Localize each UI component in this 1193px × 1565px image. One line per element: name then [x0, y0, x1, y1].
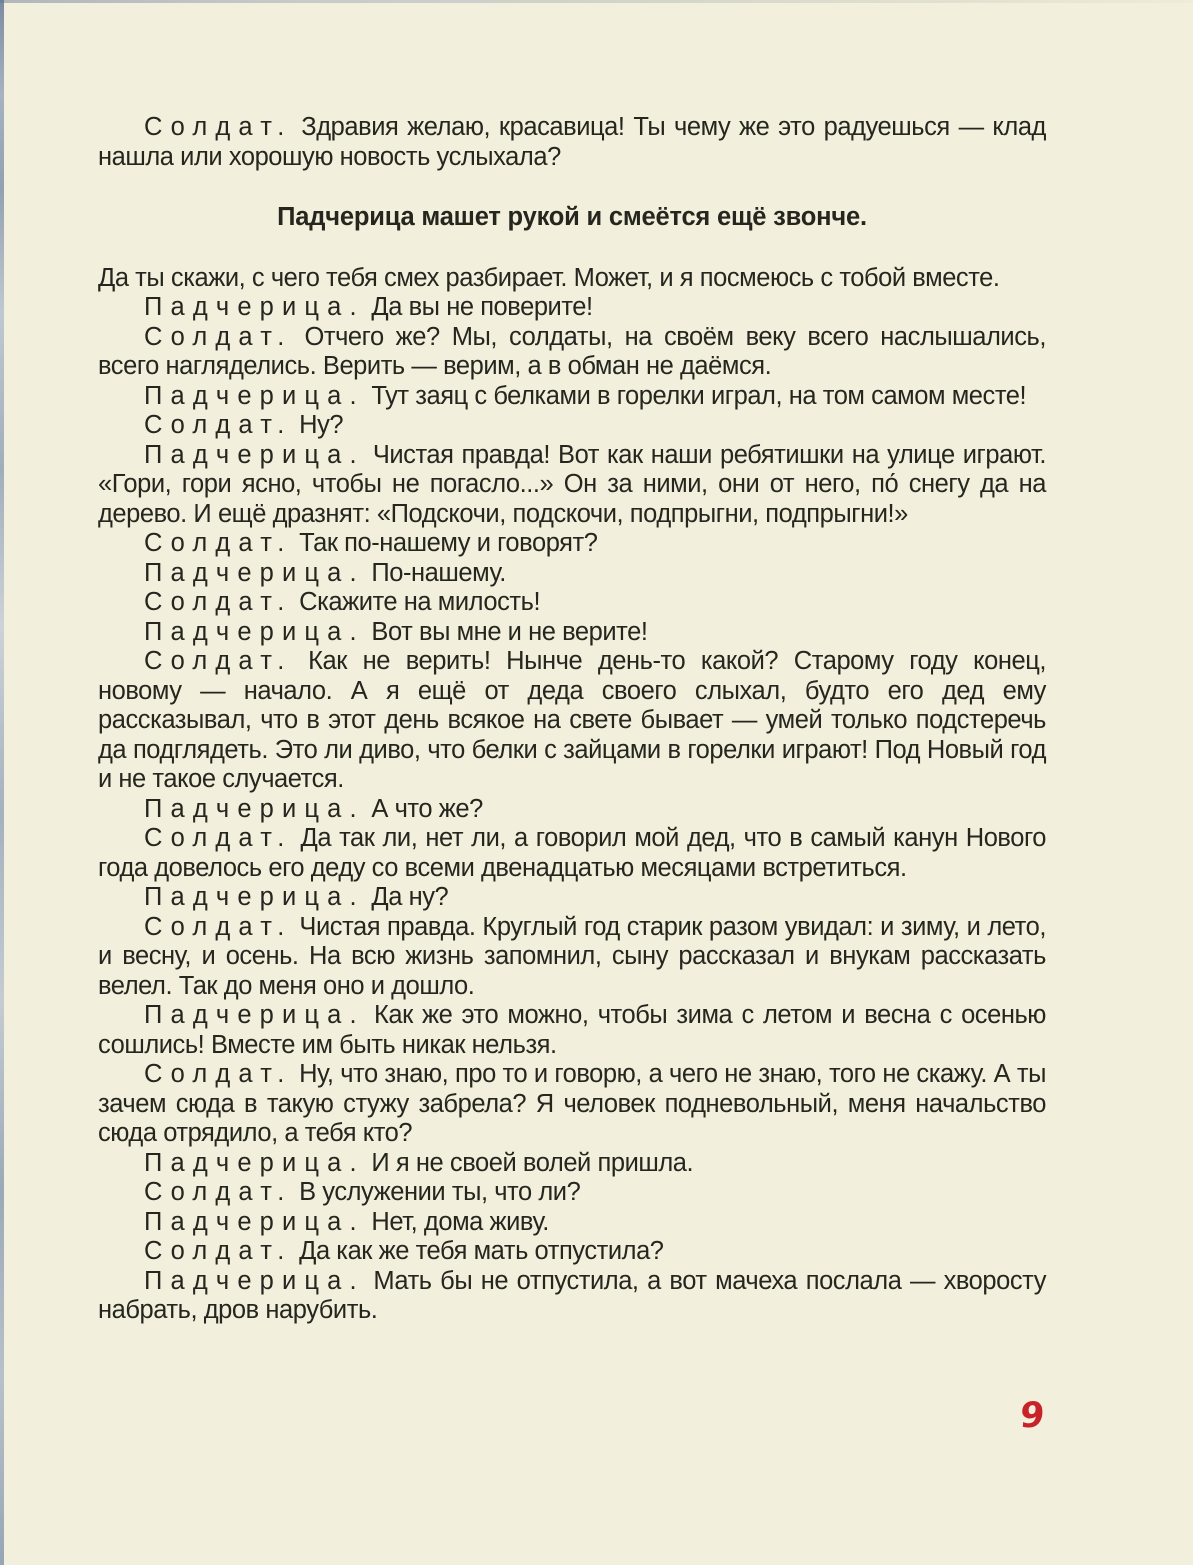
scan-edge-left: [0, 0, 4, 1565]
speaker-name: Падчерица.: [144, 1001, 365, 1029]
dialogue-line: Падчерица. Чистая правда! Вот как наши ребятишки на улице играют. «Гори, гори ясно, чтобы не погасло...» Он за ними, они от него, по́ снегу да на дерево. И ещё дразнят: «Подскочи, подскочи, подпрыгни, подпрыгни!»: [98, 440, 1046, 528]
play-text-block: [98, 113, 1046, 1326]
speaker-name: Падчерица.: [144, 1148, 365, 1177]
dialogue-line: Падчерица. Как же это можно, чтобы зима с летом и весна с осенью сошлись! Вместе им быть никак нельзя.: [98, 1001, 1046, 1059]
dialogue-line: Падчерица. И я не своей волей пришла.: [144, 1148, 694, 1177]
speaker-name: Солдат.: [144, 588, 293, 616]
dialogue-line: Падчерица. Да ну?: [144, 883, 449, 911]
dialogue-line: Солдат. Отчего же? Мы, солдаты, на своём веку всего наслышались, всего нагляделись. Верить — верим, а в обман не даёмся.: [98, 322, 1046, 380]
dialogue-line: Солдат. Здравия желаю, красавица! Ты чему же это радуешься — клад нашла или хорошую новость услыхала?: [98, 113, 1046, 171]
speaker-name: Падчерица.: [144, 1207, 365, 1236]
speaker-name: Солдат.: [144, 322, 293, 351]
dialogue-line: Солдат. Да так ли, нет ли, а говорил мой дед, что в самый канун Нового года довелось его деду со всеми двенадцатью месяцами встретиться.: [98, 824, 1046, 882]
page-number: 9: [1018, 1395, 1046, 1437]
dialogue-line: Солдат. В услужении ты, что ли?: [144, 1178, 581, 1206]
stage-direction: Падчерица машет рукой и смеётся ещё звонче.: [277, 203, 867, 231]
dialogue-line: Солдат. Ну?: [144, 411, 344, 439]
speaker-name: Солдат.: [144, 411, 293, 439]
speaker-name: Падчерица.: [144, 293, 365, 321]
speaker-name: Солдат.: [144, 824, 293, 852]
dialogue-line: Солдат. Как не верить! Нынче день-то какой? Старому году конец, новому — начало. А я ещё от деда своего слыхал, будто его дед ему рассказывал, что в этот день всякое на свете бывает — умей только подстеречь да подглядеть. Это ли диво, что белки с зайцами в горелки играют! Под Новый год и не такое случается.: [98, 647, 1046, 793]
dialogue-line: Падчерица. По-нашему.: [144, 558, 506, 587]
dialogue-line: Солдат. Да как же тебя мать отпустила?: [144, 1237, 664, 1265]
speaker-name: Солдат.: [144, 1060, 293, 1088]
speaker-name: Падчерица.: [144, 617, 365, 646]
speaker-name: Солдат.: [144, 113, 293, 141]
dialogue-line: Падчерица. Да вы не поверите!: [144, 293, 593, 321]
speaker-name: Падчерица.: [144, 883, 365, 911]
speaker-name: Солдат.: [144, 529, 293, 557]
dialogue-line: Падчерица. Мать бы не отпустила, а вот мачеха послала — хворосту набрать, дров нарубить.: [98, 1266, 1046, 1324]
speaker-name: Падчерица.: [144, 381, 365, 410]
speaker-name: Солдат.: [144, 1237, 293, 1265]
dialogue-line: Солдат. Так по-нашему и говорят?: [144, 529, 598, 557]
speaker-name: Падчерица.: [144, 558, 365, 587]
dialogue-line: Падчерица. Нет, дома живу.: [144, 1207, 549, 1236]
dialogue-line: Падчерица. Вот вы мне и не верите!: [144, 617, 648, 646]
speaker-name: Падчерица.: [144, 794, 365, 823]
dialogue-line: Падчерица. Тут заяц с белками в горелки играл, на том самом месте!: [144, 381, 1027, 410]
dialogue-line: Солдат. Ну, что знаю, про то и говорю, а чего не знаю, того не скажу. А ты зачем сюда в такую стужу забрела? Я человек подневольный, меня начальство сюда отрядило, а тебя кто?: [98, 1060, 1046, 1147]
dialogue-line: Солдат. Скажите на милость!: [144, 588, 541, 616]
dialogue-line: Падчерица. А что же?: [144, 794, 483, 823]
scan-edge-top: [0, 0, 1193, 3]
speaker-name: Солдат.: [144, 647, 293, 675]
speaker-name: Солдат.: [144, 1178, 293, 1206]
dialogue-line: Солдат. Чистая правда. Круглый год старик разом увидал: и зиму, и лето, и весну, и осень. На всю жизнь запомнил, сыну рассказал и внукам рассказать велел. Так до меня оно и дошло.: [98, 912, 1046, 1000]
speaker-name: Солдат.: [144, 912, 293, 941]
speaker-name: Падчерица.: [144, 1266, 365, 1295]
speaker-name: Падчерица.: [144, 440, 365, 469]
speech-continuation: Да ты скажи, с чего тебя смех разбирает. Может, и я посмеюсь с тобой вместе.: [98, 263, 1000, 292]
